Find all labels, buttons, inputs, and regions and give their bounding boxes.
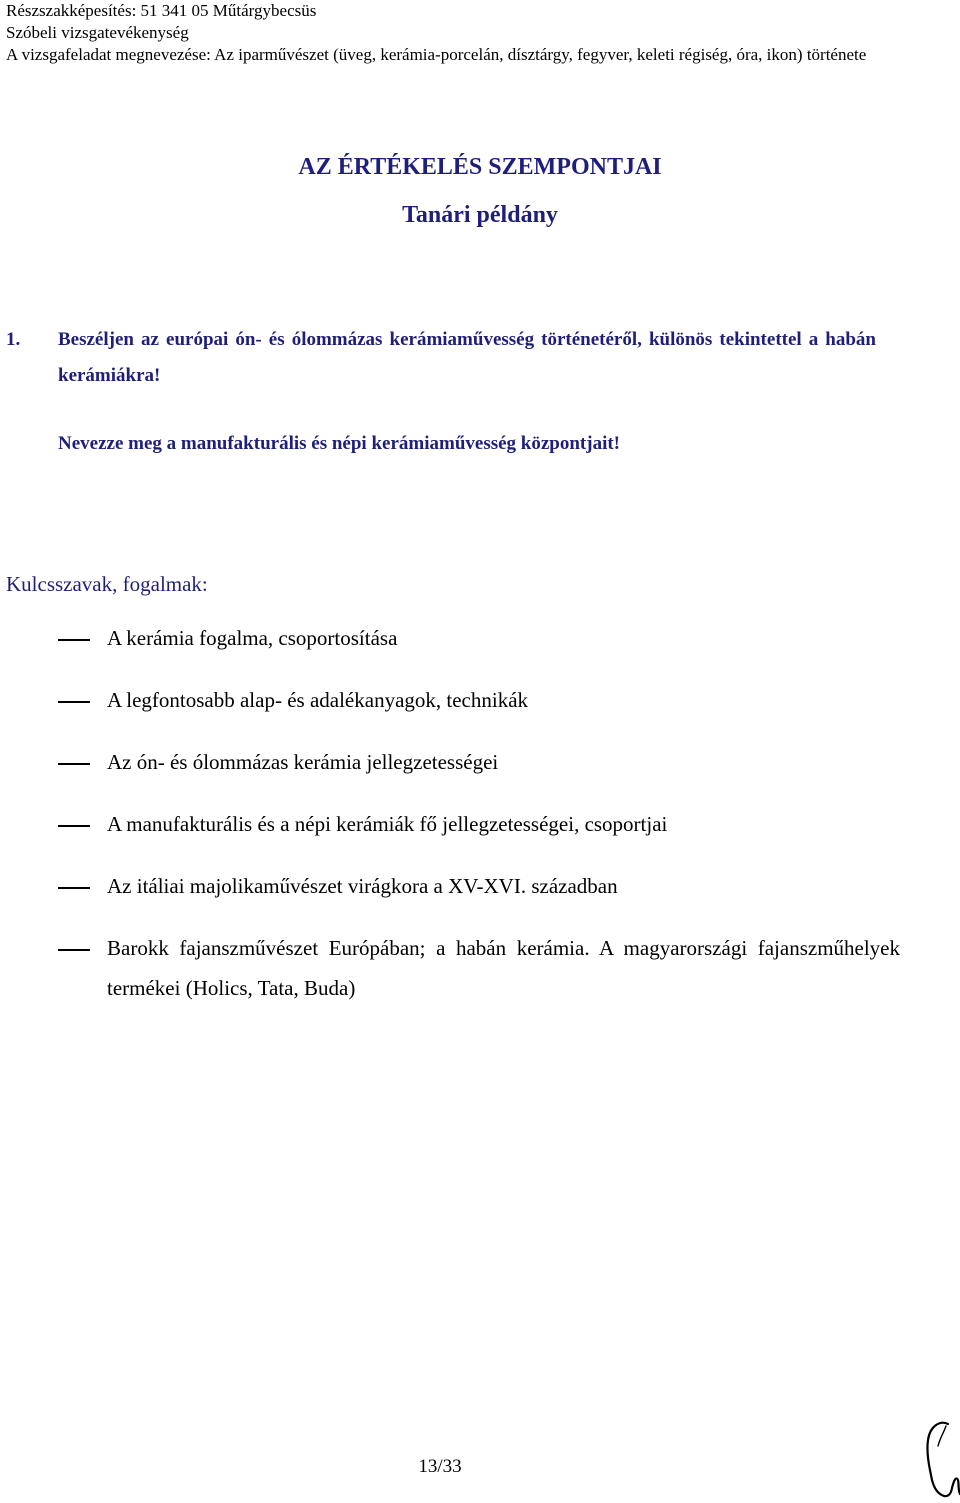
list-item [0,742,900,804]
list-item [0,928,900,1018]
dash-bullet [58,825,90,827]
list-item-text: Barokk fajanszművészet Európában; a habán kerámia. A magyarországi fajanszműhelyek termékei (Holics, Tata, Buda) [107,936,900,1000]
page-subtitle: Tanári példány [402,202,558,228]
page-title: AZ ÉRTÉKELÉS SZEMPONTJAI [298,154,662,180]
dash-bullet [58,639,90,641]
list-item-text: Az itáliai majolikaművészet virágkora a XV-XVI. században [107,874,618,898]
signature-mark [918,1418,960,1500]
list-item-text: A kerámia fogalma, csoportosítása [107,626,398,650]
dash-bullet [58,887,90,889]
list-item [0,804,900,866]
task-text-2: Nevezze meg a manufakturális és népi kerámiaművesség központjait! [58,433,621,454]
list-item [0,680,900,742]
list-item-text: Az ón- és ólommázas kerámia jellegzetességei [107,750,499,774]
keywords-heading: Kulcsszavak, fogalmak: [6,572,208,596]
header-qualification: Részszakképesítés: 51 341 05 Műtárgybecsüs [6,1,317,20]
list-item-text: A legfontosabb alap- és adalékanyagok, technikák [107,688,529,712]
dash-bullet [58,949,90,951]
header-activity: Szóbeli vizsgatevékenység [6,23,189,42]
task-text-1: Beszéljen az európai ón- és ólommázas kerámiaművesség történetéről, különös tekintettel a habán kerámiákra! [58,329,876,386]
task-question-2 [6,426,876,462]
document-header [6,0,906,66]
task-number-spacer [6,426,58,462]
keywords-list [0,618,900,1018]
list-item [0,866,900,928]
dash-bullet [58,763,90,765]
header-task-name: A vizsgafeladat megnevezése: Az iparművészet (üveg, kerámia-porcelán, dísztárgy, fegyver, keleti régiség, óra, ikon) története [6,45,867,64]
task-number: 1. [6,329,21,350]
list-item-text: A manufakturális és a népi kerámiák fő jellegzetességei, csoportjai [107,812,668,836]
task-question [6,322,876,394]
list-item [0,618,900,680]
page-number: 13/33 [418,1456,462,1477]
dash-bullet [58,701,90,703]
